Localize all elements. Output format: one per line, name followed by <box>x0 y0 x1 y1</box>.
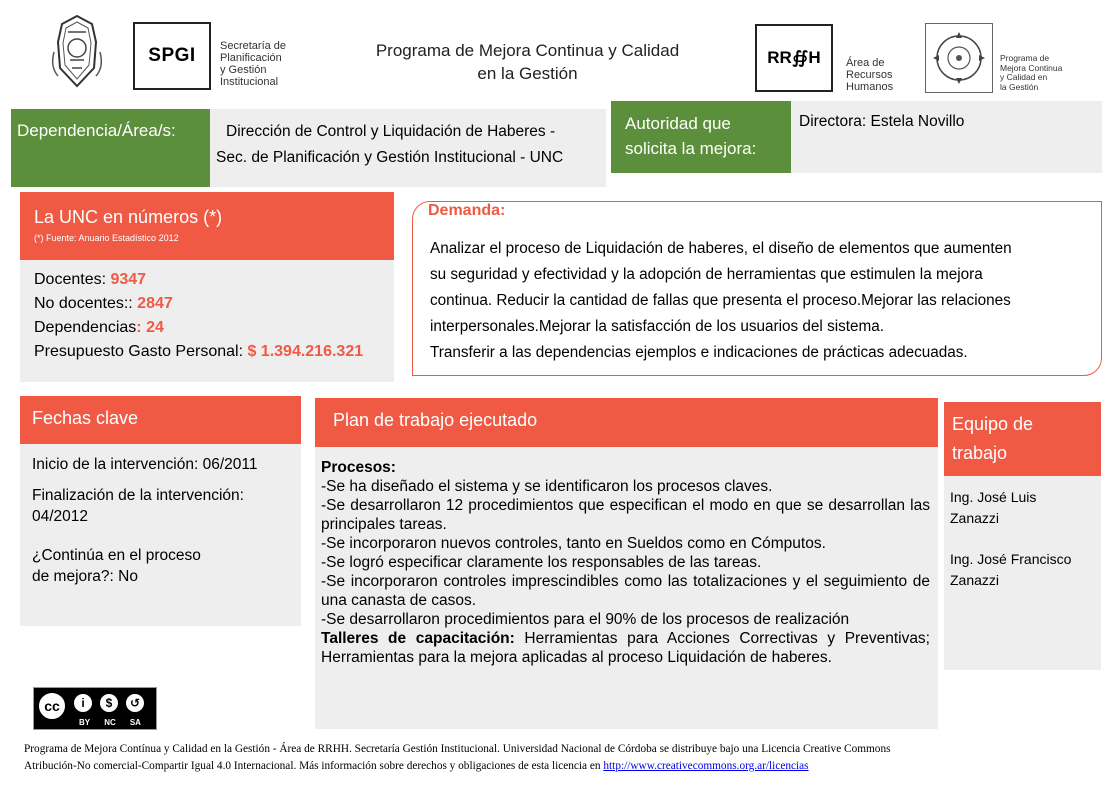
docentes-label: Docentes: <box>34 271 111 288</box>
talleres-paragraph <box>321 629 930 667</box>
pmcg-caption-line: y Calidad en <box>1000 72 1048 82</box>
plan-title: Plan de trabajo ejecutado <box>333 410 538 430</box>
continua-line1: ¿Continúa en el proceso <box>32 547 201 564</box>
fechas-body <box>20 444 301 626</box>
license-link[interactable]: http://www.creativecommons.org.ar/licencias <box>603 760 809 772</box>
pmcg-caption-line: Mejora Continua <box>1000 62 1063 73</box>
cc-license-badge[interactable] <box>33 687 157 730</box>
talleres-label: Talleres de capacitación: <box>321 630 515 647</box>
presupuesto-value: $ 1.394.216.321 <box>247 343 364 360</box>
rrhh-caption-line: Área de <box>846 57 885 69</box>
inicio-intervencion: Inicio de la intervención: 06/2011 <box>32 456 258 473</box>
procesos-label: Procesos: <box>321 459 396 476</box>
dependencia-value-line2: Sec. de Planificación y Gestión Institucional - UNC <box>216 149 564 166</box>
dependencias-label: Dependencias <box>34 319 137 336</box>
cc-icon: cc <box>37 691 67 721</box>
dependencias-value: : 24 <box>136 319 164 336</box>
continua-proceso <box>32 545 301 587</box>
spgi-caption <box>220 40 286 88</box>
dependencia-label: Dependencia/Área/s: <box>17 121 176 140</box>
plan-item: -Se incorporaron controles imprescindibles como las totalizaciones y el seguimiento de una canasta de casos. <box>321 573 930 609</box>
pmcg-caption-line: la Gestión <box>1000 81 1039 92</box>
spgi-logo-text: SPGI <box>148 45 196 66</box>
dependencia-value-line1: Dirección de Control y Liquidación de Haberes - <box>226 123 556 140</box>
autoridad-value: Directora: Estela Novillo <box>799 113 965 130</box>
presupuesto-row <box>34 340 394 364</box>
plan-item: -Se logró especificar claramente los responsables de las tareas. <box>321 554 762 571</box>
footer <box>24 741 1104 775</box>
cc-label-sa: SA <box>129 718 141 727</box>
equipo-member <box>950 487 1101 529</box>
footer-line1: Programa de Mejora Contínua y Calidad en la Gestión - Área de RRHH. Secretaría Gestión Institucional. Universidad Nacional de Córdoba se distribuye bajo una Licencia Creative Commons <box>24 743 891 755</box>
rrhh-caption-line: Humanos <box>846 81 894 93</box>
unc-numeros-title: La UNC en números (*) <box>34 207 223 227</box>
demanda-line: interpersonales.Mejorar la satisfacción de los usuarios del sistema. <box>430 318 885 335</box>
autoridad-label-line2: solicita la mejora: <box>625 139 757 158</box>
footer-line2 <box>24 758 1104 775</box>
program-title <box>340 39 715 85</box>
unc-seal-logo <box>48 12 106 90</box>
demanda-title: Demanda: <box>428 202 506 219</box>
demanda-line: continua. Reducir la cantidad de fallas que presenta el proceso.Mejorar las relaciones <box>430 292 1011 309</box>
spgi-caption-line: Secretaría de <box>220 40 287 52</box>
rrhh-logo <box>755 24 833 92</box>
member1-line1: Ing. José Luis <box>950 489 1037 505</box>
pmcg-logo <box>925 23 993 93</box>
unc-numeros-header <box>20 192 394 260</box>
dependencia-label-box <box>11 109 210 187</box>
equipo-title-line1: Equipo de <box>952 414 1034 434</box>
unc-numeros-body <box>20 260 394 382</box>
cc-labels <box>72 718 148 727</box>
plan-item: -Se incorporaron nuevos controles, tanto en Sueldos como en Cómputos. <box>321 535 826 552</box>
docentes-value: 9347 <box>110 271 147 288</box>
fechas-header <box>20 396 301 444</box>
rrhh-logo-text: RR∯H <box>767 48 821 67</box>
plan-item: -Se desarrollaron procedimientos para el 90% de los procesos de realización <box>321 611 850 628</box>
docentes-row <box>34 268 394 292</box>
member2-line2: Zanazzi <box>950 572 1000 588</box>
cc-label-nc: NC <box>104 718 116 727</box>
spgi-caption-line: Planificación <box>220 52 282 64</box>
member1-line2: Zanazzi <box>950 510 1000 526</box>
rrhh-caption <box>846 57 893 93</box>
presupuesto-label: Presupuesto Gasto Personal: <box>34 343 248 360</box>
autoridad-value-box <box>791 101 1102 173</box>
pmcg-caption-line: Programa de <box>1000 53 1050 63</box>
dependencia-value-box <box>210 109 606 187</box>
demanda-line: Analizar el proceso de Liquidación de haberes, el diseño de elementos que aumenten <box>430 240 1012 257</box>
autoridad-label-line1: Autoridad que <box>625 114 731 133</box>
equipo-body <box>944 476 1101 670</box>
no-docentes-row <box>34 292 394 316</box>
plan-item: -Se ha diseñado el sistema y se identificaron los procesos claves. <box>321 478 773 495</box>
no-docentes-label: No docentes:: <box>34 295 138 312</box>
plan-item: -Se desarrollaron 12 procedimientos que especifican el modo en que se desarrollan las principales tareas. <box>321 497 930 533</box>
finalizacion-line2: 04/2012 <box>32 508 89 525</box>
autoridad-label-box <box>611 101 791 173</box>
demanda-box <box>412 201 1102 376</box>
pmcg-caption <box>1000 54 1062 92</box>
spgi-logo <box>133 22 211 90</box>
talleres-text: Herramientas para Acciones Correctivas y Preventivas; Herramientas para la mejora aplicadas al proceso Liquidación de haberes. <box>321 630 930 666</box>
dependencias-row <box>34 316 394 340</box>
plan-body <box>315 447 938 729</box>
demanda-line: su seguridad y efectividad y la adopción de herramientas que estimulen la mejora <box>430 266 983 283</box>
program-title-line2: en la Gestión <box>477 64 578 83</box>
sa-icon: ↺ <box>124 692 146 714</box>
fechas-title: Fechas clave <box>32 408 139 428</box>
program-title-line1: Programa de Mejora Continua y Calidad <box>375 41 680 60</box>
footer-line2-text: Atribución-No comercial-Compartir Igual 4.0 Internacional. Más información sobre derechos y obligaciones de esta licencia en <box>24 760 604 772</box>
equipo-header <box>944 402 1101 476</box>
finalizacion-line1: Finalización de la intervención: <box>32 487 244 504</box>
spgi-caption-line: Institucional <box>220 76 279 88</box>
spgi-caption-line: y Gestión <box>220 64 267 76</box>
nc-icon: $ <box>98 692 120 714</box>
cc-label-by: BY <box>79 718 91 727</box>
no-docentes-value: 2847 <box>137 295 173 312</box>
by-icon: i <box>72 692 94 714</box>
rrhh-caption-line: Recursos <box>846 69 893 81</box>
equipo-title-line2: trabajo <box>952 443 1008 463</box>
unc-numeros-source: (*) Fuente: Anuario Estadístico 2012 <box>34 233 179 243</box>
finalizacion-intervencion <box>32 485 301 527</box>
member2-line1: Ing. José Francisco <box>950 551 1072 567</box>
equipo-member <box>950 549 1101 591</box>
demanda-body <box>430 236 1012 366</box>
demanda-line: Transferir a las dependencias ejemplos e indicaciones de prácticas adecuadas. <box>430 344 968 361</box>
plan-header <box>315 398 938 447</box>
continua-line2: de mejora?: No <box>32 568 138 585</box>
